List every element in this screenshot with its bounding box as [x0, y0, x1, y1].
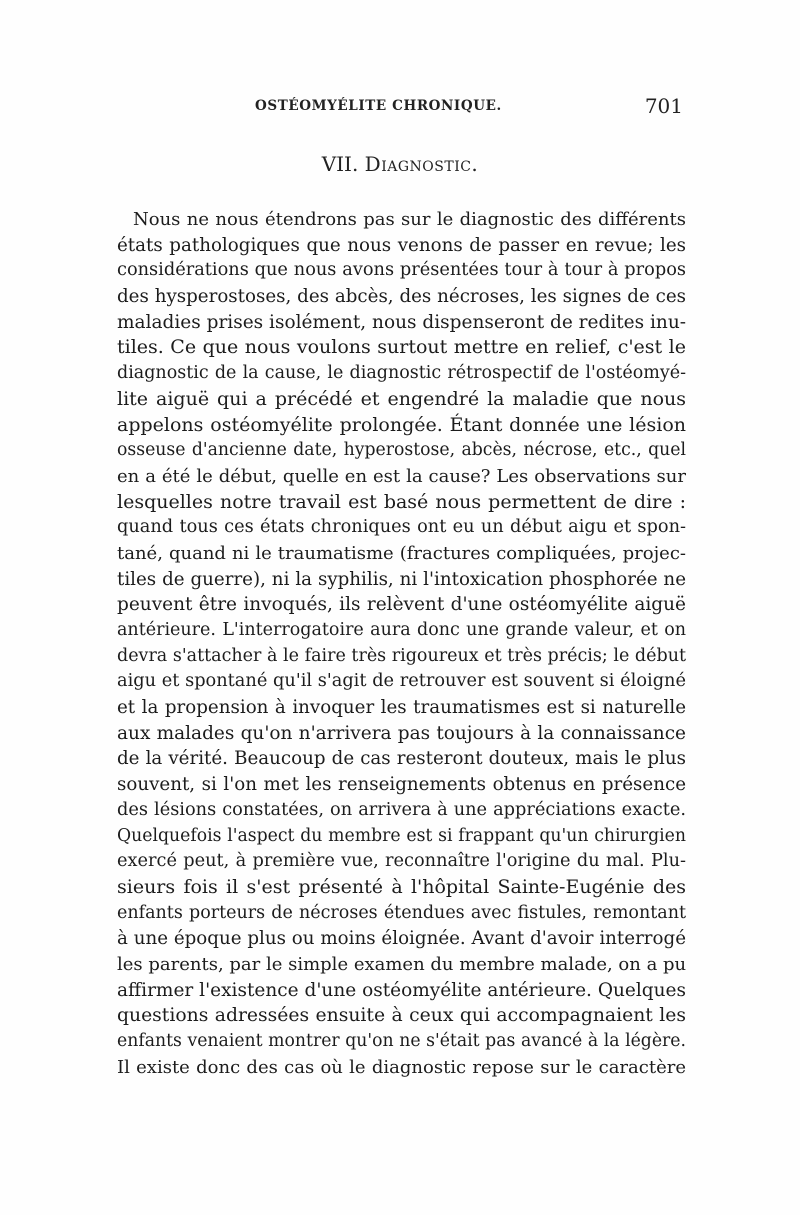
text-line: affirmer l'existence d'une ostéomyélite antérieure. Quelques [117, 979, 686, 1001]
section-number: VII. [321, 152, 359, 176]
page-number: 701 [644, 94, 683, 118]
text-line: et la propension à invoquer les traumatismes est si naturelle [117, 697, 686, 719]
body-text [117, 207, 686, 1080]
text-line: lite aiguë qui a précédé et engendré la maladie que nous [117, 387, 686, 410]
text-line: à une époque plus ou moins éloignée. Avant d'avoir interrogé [117, 928, 686, 950]
text-line: des hysperostoses, des abcès, des nécroses, les signes de ces [117, 286, 686, 308]
text-line: enfants porteurs de nécroses étendues avec fistules, remontant [117, 902, 686, 923]
text-line: états pathologiques que nous venons de passer en revue; les [117, 234, 686, 256]
text-line: antérieure. L'interrogatoire aura donc une grande valeur, et on [117, 620, 686, 640]
section-heading [0, 152, 800, 176]
running-head [120, 94, 685, 124]
text-line: enfants venaient montrer qu'on ne s'était pas avancé à la légère. [117, 1031, 686, 1051]
text-line: tiles de guerre), ni la syphilis, ni l'intoxication phosphorée ne [117, 568, 686, 590]
text-line: Il existe donc des cas où le diagnostic repose sur le caractère [117, 1056, 686, 1078]
text-line: Quelquefois l'aspect du membre est si frappant qu'un chirurgien [117, 825, 686, 846]
text-line: lesquelles notre travail est basé nous permettent de dire : [117, 490, 686, 513]
text-line: en a été le début, quelle en est la cause? Les observations sur [117, 465, 686, 487]
text-line: souvent, si l'on met les renseignements obtenus en présence [117, 774, 686, 796]
text-line: les parents, par le simple examen du membre malade, on a pu [117, 953, 686, 975]
text-line: tané, quand ni le traumatisme (fractures compliquées, projec- [117, 542, 686, 564]
text-line: Nous ne nous étendrons pas sur le diagnostic des différents [133, 209, 686, 230]
text-line: quand tous ces états chroniques ont eu un début aigu et spon- [117, 517, 686, 538]
text-line: des lésions constatées, on arrivera à une appréciations exacte. [117, 799, 686, 820]
text-line: osseuse d'ancienne date, hyperostose, abcès, nécrose, etc., quel [117, 440, 686, 461]
text-line: appelons ostéomyélite prolongée. Étant donnée une lésion [117, 413, 686, 436]
text-line: de la vérité. Beaucoup de cas resteront douteux, mais le plus [117, 748, 686, 770]
text-line: maladies prises isolément, nous dispenseront de redites inu- [117, 311, 686, 333]
text-line: aux malades qu'on n'arrivera pas toujours à la connaissance [117, 722, 686, 744]
text-line: aigu et spontané qu'il s'agit de retrouver est souvent si éloigné [117, 671, 686, 692]
text-line: tiles. Ce que nous voulons surtout mettre en relief, c'est le [117, 336, 686, 359]
text-line: considérations que nous avons présentées tour à tour à propos [117, 260, 686, 281]
text-line: diagnostic de la cause, le diagnostic rétrospectif de l'ostéomyé- [117, 363, 686, 384]
text-line: exercé peut, à première vue, reconnaître l'origine du mal. Plu- [117, 851, 686, 872]
section-title: Diagnostic. [364, 152, 479, 176]
text-line: questions adressées ensuite à ceux qui accompagnaient les [117, 1005, 686, 1027]
running-title: OSTÉOMYÉLITE CHRONIQUE. [255, 98, 502, 114]
text-line: peuvent être invoqués, ils relèvent d'une ostéomyélite aiguë [117, 594, 686, 616]
text-line: sieurs fois il s'est présenté à l'hôpital Sainte-Eugénie des [117, 875, 686, 898]
text-line: devra s'attacher à le faire très rigoureux et très précis; le début [117, 645, 686, 666]
